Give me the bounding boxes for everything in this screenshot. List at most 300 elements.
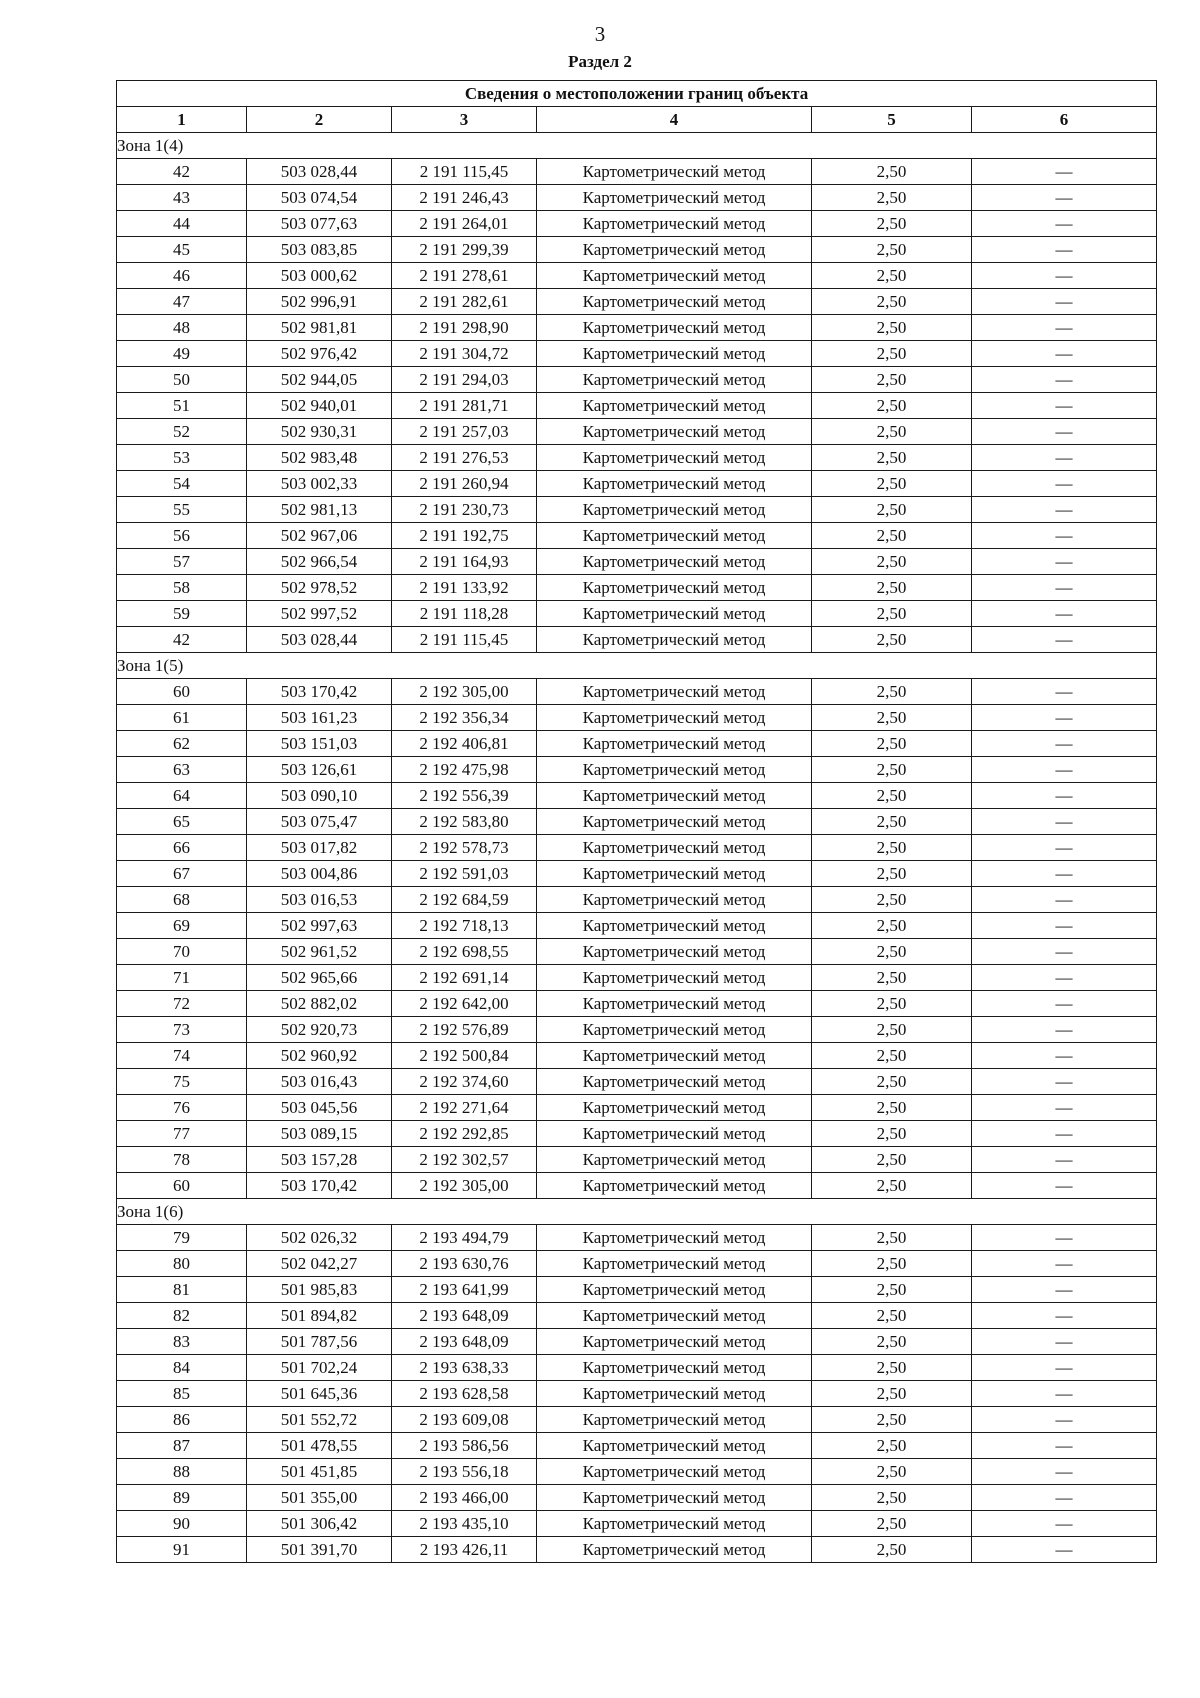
- table-row: [117, 1485, 1157, 1511]
- x-coordinate-cell: 503 004,86: [247, 861, 392, 887]
- y-coordinate-cell: 2 191 264,01: [392, 211, 537, 237]
- precision-cell: 2,50: [812, 1433, 972, 1459]
- y-coordinate-cell: 2 192 292,85: [392, 1121, 537, 1147]
- precision-cell: 2,50: [812, 809, 972, 835]
- point-number-cell: 75: [117, 1069, 247, 1095]
- table-row: [117, 1225, 1157, 1251]
- precision-cell: 2,50: [812, 523, 972, 549]
- point-number-cell: 52: [117, 419, 247, 445]
- y-coordinate-cell: 2 191 299,39: [392, 237, 537, 263]
- table-row: [117, 809, 1157, 835]
- point-number-cell: 70: [117, 939, 247, 965]
- point-number-cell: 91: [117, 1537, 247, 1563]
- y-coordinate-cell: 2 191 304,72: [392, 341, 537, 367]
- table-row: [117, 341, 1157, 367]
- method-cell: Картометрический метод: [537, 445, 812, 471]
- precision-cell: 2,50: [812, 1511, 972, 1537]
- x-coordinate-cell: 502 976,42: [247, 341, 392, 367]
- method-cell: Картометрический метод: [537, 341, 812, 367]
- y-coordinate-cell: 2 192 576,89: [392, 1017, 537, 1043]
- point-number-cell: 59: [117, 601, 247, 627]
- note-cell: —: [972, 523, 1157, 549]
- page-number: 3: [594, 22, 606, 46]
- precision-cell: 2,50: [812, 757, 972, 783]
- method-cell: Картометрический метод: [537, 1121, 812, 1147]
- y-coordinate-cell: 2 191 278,61: [392, 263, 537, 289]
- table-row: [117, 211, 1157, 237]
- x-coordinate-cell: 503 089,15: [247, 1121, 392, 1147]
- note-cell: —: [972, 1069, 1157, 1095]
- x-coordinate-cell: 502 983,48: [247, 445, 392, 471]
- x-coordinate-cell: 502 965,66: [247, 965, 392, 991]
- note-cell: —: [972, 627, 1157, 653]
- x-coordinate-cell: 503 077,63: [247, 211, 392, 237]
- note-cell: —: [972, 1537, 1157, 1563]
- method-cell: Картометрический метод: [537, 783, 812, 809]
- y-coordinate-cell: 2 192 305,00: [392, 679, 537, 705]
- point-number-cell: 73: [117, 1017, 247, 1043]
- note-cell: —: [972, 289, 1157, 315]
- precision-cell: 2,50: [812, 913, 972, 939]
- x-coordinate-cell: 503 161,23: [247, 705, 392, 731]
- method-cell: Картометрический метод: [537, 1433, 812, 1459]
- method-cell: Картометрический метод: [537, 705, 812, 731]
- y-coordinate-cell: 2 192 642,00: [392, 991, 537, 1017]
- y-coordinate-cell: 2 193 435,10: [392, 1511, 537, 1537]
- point-number-cell: 50: [117, 367, 247, 393]
- precision-cell: 2,50: [812, 497, 972, 523]
- y-coordinate-cell: 2 193 648,09: [392, 1303, 537, 1329]
- y-coordinate-cell: 2 192 356,34: [392, 705, 537, 731]
- precision-cell: 2,50: [812, 1459, 972, 1485]
- method-cell: Картометрический метод: [537, 1407, 812, 1433]
- y-coordinate-cell: 2 192 271,64: [392, 1095, 537, 1121]
- method-cell: Картометрический метод: [537, 1381, 812, 1407]
- point-number-cell: 66: [117, 835, 247, 861]
- x-coordinate-cell: 503 045,56: [247, 1095, 392, 1121]
- x-coordinate-cell: 501 787,56: [247, 1329, 392, 1355]
- precision-cell: 2,50: [812, 1043, 972, 1069]
- note-cell: —: [972, 159, 1157, 185]
- x-coordinate-cell: 503 017,82: [247, 835, 392, 861]
- point-number-cell: 89: [117, 1485, 247, 1511]
- method-cell: Картометрический метод: [537, 1355, 812, 1381]
- x-coordinate-cell: 502 981,81: [247, 315, 392, 341]
- y-coordinate-cell: 2 191 281,71: [392, 393, 537, 419]
- point-number-cell: 69: [117, 913, 247, 939]
- point-number-cell: 64: [117, 783, 247, 809]
- column-header-row: [117, 107, 1157, 133]
- note-cell: —: [972, 913, 1157, 939]
- point-number-cell: 72: [117, 991, 247, 1017]
- y-coordinate-cell: 2 193 426,11: [392, 1537, 537, 1563]
- note-cell: —: [972, 1355, 1157, 1381]
- table-row: [117, 757, 1157, 783]
- note-cell: —: [972, 445, 1157, 471]
- precision-cell: 2,50: [812, 419, 972, 445]
- point-number-cell: 88: [117, 1459, 247, 1485]
- y-coordinate-cell: 2 191 294,03: [392, 367, 537, 393]
- note-cell: —: [972, 1511, 1157, 1537]
- point-number-cell: 63: [117, 757, 247, 783]
- method-cell: Картометрический метод: [537, 263, 812, 289]
- y-coordinate-cell: 2 192 500,84: [392, 1043, 537, 1069]
- precision-cell: 2,50: [812, 237, 972, 263]
- method-cell: Картометрический метод: [537, 1459, 812, 1485]
- precision-cell: 2,50: [812, 315, 972, 341]
- note-cell: —: [972, 1329, 1157, 1355]
- note-cell: —: [972, 887, 1157, 913]
- column-header: 2: [247, 107, 392, 133]
- method-cell: Картометрический метод: [537, 757, 812, 783]
- method-cell: Картометрический метод: [537, 627, 812, 653]
- precision-cell: 2,50: [812, 1485, 972, 1511]
- table-title-row: [117, 81, 1157, 107]
- point-number-cell: 84: [117, 1355, 247, 1381]
- method-cell: Картометрический метод: [537, 1043, 812, 1069]
- precision-cell: 2,50: [812, 705, 972, 731]
- y-coordinate-cell: 2 192 591,03: [392, 861, 537, 887]
- point-number-cell: 48: [117, 315, 247, 341]
- y-coordinate-cell: 2 191 246,43: [392, 185, 537, 211]
- method-cell: Картометрический метод: [537, 1173, 812, 1199]
- point-number-cell: 90: [117, 1511, 247, 1537]
- note-cell: —: [972, 835, 1157, 861]
- table-row: [117, 289, 1157, 315]
- x-coordinate-cell: 503 002,33: [247, 471, 392, 497]
- table-row: [117, 991, 1157, 1017]
- note-cell: —: [972, 1303, 1157, 1329]
- note-cell: —: [972, 549, 1157, 575]
- note-cell: —: [972, 237, 1157, 263]
- y-coordinate-cell: 2 191 260,94: [392, 471, 537, 497]
- note-cell: —: [972, 861, 1157, 887]
- precision-cell: 2,50: [812, 1537, 972, 1563]
- point-number-cell: 46: [117, 263, 247, 289]
- point-number-cell: 45: [117, 237, 247, 263]
- table-row: [117, 1251, 1157, 1277]
- y-coordinate-cell: 2 191 298,90: [392, 315, 537, 341]
- note-cell: —: [972, 991, 1157, 1017]
- x-coordinate-cell: 503 028,44: [247, 159, 392, 185]
- point-number-cell: 53: [117, 445, 247, 471]
- point-number-cell: 42: [117, 159, 247, 185]
- boundary-coordinates-table: [116, 80, 1157, 1563]
- table-row: [117, 315, 1157, 341]
- point-number-cell: 74: [117, 1043, 247, 1069]
- table-body: [117, 133, 1157, 1563]
- precision-cell: 2,50: [812, 965, 972, 991]
- y-coordinate-cell: 2 193 609,08: [392, 1407, 537, 1433]
- y-coordinate-cell: 2 191 230,73: [392, 497, 537, 523]
- point-number-cell: 85: [117, 1381, 247, 1407]
- y-coordinate-cell: 2 191 192,75: [392, 523, 537, 549]
- point-number-cell: 82: [117, 1303, 247, 1329]
- method-cell: Картометрический метод: [537, 1095, 812, 1121]
- y-coordinate-cell: 2 193 638,33: [392, 1355, 537, 1381]
- method-cell: Картометрический метод: [537, 731, 812, 757]
- table-row: [117, 861, 1157, 887]
- note-cell: —: [972, 679, 1157, 705]
- point-number-cell: 56: [117, 523, 247, 549]
- precision-cell: 2,50: [812, 1069, 972, 1095]
- note-cell: —: [972, 497, 1157, 523]
- note-cell: —: [972, 1277, 1157, 1303]
- precision-cell: 2,50: [812, 861, 972, 887]
- point-number-cell: 71: [117, 965, 247, 991]
- y-coordinate-cell: 2 191 276,53: [392, 445, 537, 471]
- method-cell: Картометрический метод: [537, 679, 812, 705]
- point-number-cell: 43: [117, 185, 247, 211]
- table-row: [117, 1043, 1157, 1069]
- table-title: Сведения о местоположении границ объекта: [117, 81, 1157, 107]
- precision-cell: 2,50: [812, 679, 972, 705]
- x-coordinate-cell: 503 074,54: [247, 185, 392, 211]
- table-row: [117, 1121, 1157, 1147]
- zone-label: Зона 1(5): [117, 653, 1157, 679]
- y-coordinate-cell: 2 191 115,45: [392, 159, 537, 185]
- table-row: [117, 185, 1157, 211]
- note-cell: —: [972, 1407, 1157, 1433]
- point-number-cell: 78: [117, 1147, 247, 1173]
- y-coordinate-cell: 2 193 556,18: [392, 1459, 537, 1485]
- note-cell: —: [972, 1225, 1157, 1251]
- zone-label: Зона 1(6): [117, 1199, 1157, 1225]
- method-cell: Картометрический метод: [537, 1537, 812, 1563]
- precision-cell: 2,50: [812, 445, 972, 471]
- precision-cell: 2,50: [812, 549, 972, 575]
- precision-cell: 2,50: [812, 1329, 972, 1355]
- point-number-cell: 47: [117, 289, 247, 315]
- note-cell: —: [972, 211, 1157, 237]
- y-coordinate-cell: 2 191 118,28: [392, 601, 537, 627]
- point-number-cell: 87: [117, 1433, 247, 1459]
- zone-row: [117, 133, 1157, 159]
- y-coordinate-cell: 2 193 586,56: [392, 1433, 537, 1459]
- note-cell: —: [972, 1459, 1157, 1485]
- y-coordinate-cell: 2 192 305,00: [392, 1173, 537, 1199]
- precision-cell: 2,50: [812, 939, 972, 965]
- y-coordinate-cell: 2 191 257,03: [392, 419, 537, 445]
- table-row: [117, 1069, 1157, 1095]
- precision-cell: 2,50: [812, 211, 972, 237]
- note-cell: —: [972, 601, 1157, 627]
- point-number-cell: 49: [117, 341, 247, 367]
- note-cell: —: [972, 367, 1157, 393]
- table-row: [117, 445, 1157, 471]
- x-coordinate-cell: 502 930,31: [247, 419, 392, 445]
- table-row: [117, 1303, 1157, 1329]
- point-number-cell: 55: [117, 497, 247, 523]
- table-row: [117, 731, 1157, 757]
- column-header: 4: [537, 107, 812, 133]
- x-coordinate-cell: 502 940,01: [247, 393, 392, 419]
- precision-cell: 2,50: [812, 1225, 972, 1251]
- precision-cell: 2,50: [812, 575, 972, 601]
- x-coordinate-cell: 502 944,05: [247, 367, 392, 393]
- y-coordinate-cell: 2 192 374,60: [392, 1069, 537, 1095]
- x-coordinate-cell: 502 966,54: [247, 549, 392, 575]
- note-cell: —: [972, 263, 1157, 289]
- method-cell: Картометрический метод: [537, 1251, 812, 1277]
- precision-cell: 2,50: [812, 1251, 972, 1277]
- table-row: [117, 549, 1157, 575]
- precision-cell: 2,50: [812, 1017, 972, 1043]
- column-header: 1: [117, 107, 247, 133]
- y-coordinate-cell: 2 191 115,45: [392, 627, 537, 653]
- column-header: 3: [392, 107, 537, 133]
- note-cell: —: [972, 809, 1157, 835]
- note-cell: —: [972, 419, 1157, 445]
- method-cell: Картометрический метод: [537, 159, 812, 185]
- y-coordinate-cell: 2 193 648,09: [392, 1329, 537, 1355]
- table-row: [117, 1537, 1157, 1563]
- precision-cell: 2,50: [812, 185, 972, 211]
- method-cell: Картометрический метод: [537, 211, 812, 237]
- note-cell: —: [972, 575, 1157, 601]
- x-coordinate-cell: 502 978,52: [247, 575, 392, 601]
- method-cell: Картометрический метод: [537, 991, 812, 1017]
- precision-cell: 2,50: [812, 393, 972, 419]
- y-coordinate-cell: 2 192 583,80: [392, 809, 537, 835]
- table-row: [117, 965, 1157, 991]
- x-coordinate-cell: 502 042,27: [247, 1251, 392, 1277]
- x-coordinate-cell: 502 882,02: [247, 991, 392, 1017]
- x-coordinate-cell: 501 451,85: [247, 1459, 392, 1485]
- x-coordinate-cell: 502 981,13: [247, 497, 392, 523]
- precision-cell: 2,50: [812, 601, 972, 627]
- table-row: [117, 1459, 1157, 1485]
- method-cell: Картометрический метод: [537, 835, 812, 861]
- table-row: [117, 1147, 1157, 1173]
- x-coordinate-cell: 501 645,36: [247, 1381, 392, 1407]
- x-coordinate-cell: 503 075,47: [247, 809, 392, 835]
- point-number-cell: 42: [117, 627, 247, 653]
- x-coordinate-cell: 502 920,73: [247, 1017, 392, 1043]
- note-cell: —: [972, 1381, 1157, 1407]
- y-coordinate-cell: 2 192 406,81: [392, 731, 537, 757]
- precision-cell: 2,50: [812, 887, 972, 913]
- point-number-cell: 54: [117, 471, 247, 497]
- note-cell: —: [972, 1121, 1157, 1147]
- method-cell: Картометрический метод: [537, 1225, 812, 1251]
- note-cell: —: [972, 965, 1157, 991]
- precision-cell: 2,50: [812, 1095, 972, 1121]
- x-coordinate-cell: 503 000,62: [247, 263, 392, 289]
- x-coordinate-cell: 503 028,44: [247, 627, 392, 653]
- table-row: [117, 393, 1157, 419]
- method-cell: Картометрический метод: [537, 887, 812, 913]
- x-coordinate-cell: 503 016,53: [247, 887, 392, 913]
- table-row: [117, 679, 1157, 705]
- x-coordinate-cell: 501 985,83: [247, 1277, 392, 1303]
- table-row: [117, 1355, 1157, 1381]
- method-cell: Картометрический метод: [537, 497, 812, 523]
- precision-cell: 2,50: [812, 341, 972, 367]
- x-coordinate-cell: 501 306,42: [247, 1511, 392, 1537]
- x-coordinate-cell: 502 997,52: [247, 601, 392, 627]
- y-coordinate-cell: 2 192 556,39: [392, 783, 537, 809]
- x-coordinate-cell: 501 894,82: [247, 1303, 392, 1329]
- point-number-cell: 60: [117, 679, 247, 705]
- note-cell: —: [972, 1485, 1157, 1511]
- table-row: [117, 1433, 1157, 1459]
- method-cell: Картометрический метод: [537, 549, 812, 575]
- table-row: [117, 419, 1157, 445]
- method-cell: Картометрический метод: [537, 1069, 812, 1095]
- method-cell: Картометрический метод: [537, 1017, 812, 1043]
- column-header: 5: [812, 107, 972, 133]
- x-coordinate-cell: 503 126,61: [247, 757, 392, 783]
- method-cell: Картометрический метод: [537, 1303, 812, 1329]
- note-cell: —: [972, 341, 1157, 367]
- method-cell: Картометрический метод: [537, 185, 812, 211]
- x-coordinate-cell: 502 026,32: [247, 1225, 392, 1251]
- column-header: 6: [972, 107, 1157, 133]
- note-cell: —: [972, 393, 1157, 419]
- note-cell: —: [972, 731, 1157, 757]
- method-cell: Картометрический метод: [537, 1329, 812, 1355]
- precision-cell: 2,50: [812, 783, 972, 809]
- table-row: [117, 1407, 1157, 1433]
- x-coordinate-cell: 502 967,06: [247, 523, 392, 549]
- y-coordinate-cell: 2 192 302,57: [392, 1147, 537, 1173]
- table-row: [117, 705, 1157, 731]
- table-row: [117, 1095, 1157, 1121]
- x-coordinate-cell: 501 478,55: [247, 1433, 392, 1459]
- y-coordinate-cell: 2 192 475,98: [392, 757, 537, 783]
- method-cell: Картометрический метод: [537, 965, 812, 991]
- precision-cell: 2,50: [812, 1407, 972, 1433]
- y-coordinate-cell: 2 193 641,99: [392, 1277, 537, 1303]
- table-row: [117, 471, 1157, 497]
- method-cell: Картометрический метод: [537, 913, 812, 939]
- note-cell: —: [972, 705, 1157, 731]
- table-row: [117, 783, 1157, 809]
- method-cell: Картометрический метод: [537, 237, 812, 263]
- method-cell: Картометрический метод: [537, 1277, 812, 1303]
- point-number-cell: 77: [117, 1121, 247, 1147]
- method-cell: Картометрический метод: [537, 315, 812, 341]
- note-cell: —: [972, 1017, 1157, 1043]
- method-cell: Картометрический метод: [537, 419, 812, 445]
- precision-cell: 2,50: [812, 471, 972, 497]
- note-cell: —: [972, 757, 1157, 783]
- precision-cell: 2,50: [812, 835, 972, 861]
- precision-cell: 2,50: [812, 1173, 972, 1199]
- zone-label: Зона 1(4): [117, 133, 1157, 159]
- point-number-cell: 67: [117, 861, 247, 887]
- x-coordinate-cell: 503 083,85: [247, 237, 392, 263]
- precision-cell: 2,50: [812, 731, 972, 757]
- section-title: Раздел 2: [568, 52, 632, 71]
- x-coordinate-cell: 503 170,42: [247, 1173, 392, 1199]
- table-row: [117, 497, 1157, 523]
- point-number-cell: 60: [117, 1173, 247, 1199]
- table-row: [117, 887, 1157, 913]
- method-cell: Картометрический метод: [537, 809, 812, 835]
- precision-cell: 2,50: [812, 627, 972, 653]
- precision-cell: 2,50: [812, 1303, 972, 1329]
- method-cell: Картометрический метод: [537, 1511, 812, 1537]
- x-coordinate-cell: 503 157,28: [247, 1147, 392, 1173]
- x-coordinate-cell: 501 355,00: [247, 1485, 392, 1511]
- table-row: [117, 835, 1157, 861]
- note-cell: —: [972, 783, 1157, 809]
- note-cell: —: [972, 1433, 1157, 1459]
- precision-cell: 2,50: [812, 1355, 972, 1381]
- y-coordinate-cell: 2 192 684,59: [392, 887, 537, 913]
